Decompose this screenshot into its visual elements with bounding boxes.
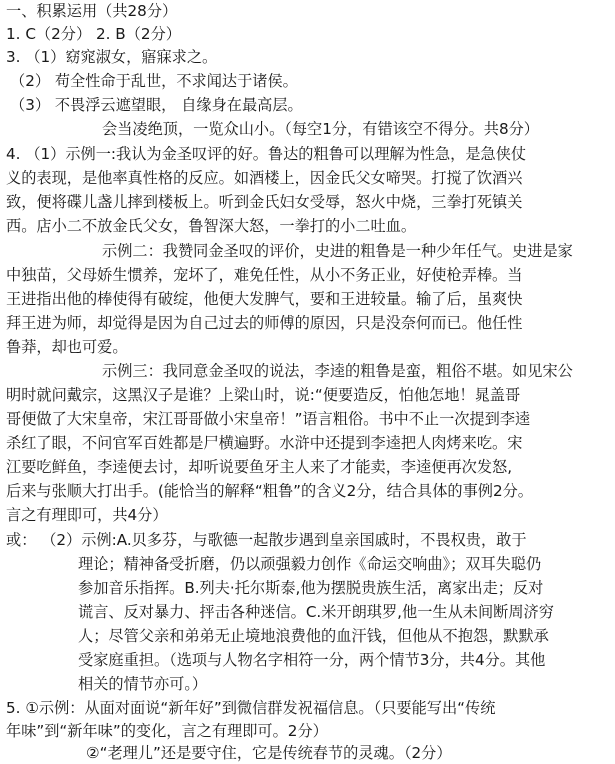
text-line-10: 西。店小二不放金氏父女，鲁智深大怒，一拳打的小二吐血。 — [6, 217, 417, 235]
text-line-31: 年味”到“新年味”的变化，言之有理即可。2分） — [6, 722, 328, 740]
text-line-9: 致，便将碟儿盏儿摔到楼板上。听到金氏妇女受辱，怒火中烧，三拳打死镇关 — [6, 193, 523, 211]
text-line-4: （2） 苟全性命于乱世，不求闻达于诸侯。 — [10, 72, 298, 90]
text-line-32: ②“老理儿”还是要守住，它是传统春节的灵魂。（2分） — [86, 744, 452, 762]
text-line-26: 谎言、反对暴力、抨击各种迷信。C.米开朗琪罗,他一生从未间断周济穷 — [78, 603, 554, 621]
text-line-21: 后来与张顺大打出手。(能恰当的解释“粗鲁”的含义2分，结合具体的事例2分。 — [6, 482, 533, 500]
text-line-30: 5. ①示例：从面对面说“新年好”到微信群发祝福信息。（只要能写出“传统 — [6, 699, 496, 717]
text-line-3: 3. （1）窈窕淑女，寤寐求之。 — [6, 48, 218, 66]
text-line-13: 王进指出他的棒使得有破绽，他便大发脾气，要和王进较量。输了后，虽爽快 — [6, 290, 523, 308]
text-line-12: 中独苗，父母娇生惯养，宠坏了，难免任性，从小不务正业，好使枪弄棒。当 — [6, 266, 523, 284]
text-line-16: 示例三：我同意金圣叹的说法，李逵的粗鲁是蛮，粗俗不堪。如见宋公 — [102, 362, 573, 380]
text-line-25: 参加音乐指挥。B.列夫·托尔斯泰,他为摆脱贵族生活，离家出走；反对 — [78, 579, 544, 597]
text-line-27: 人；尽管父亲和弟弟无止境地浪费他的血汗钱，但他从不抱怨，默默承 — [78, 627, 549, 645]
text-line-29: 相关的情节亦可。） — [78, 675, 208, 693]
text-line-14: 拜王进为师，却觉得是因为自己过去的师傅的原因，只是没奈何而已。他任性 — [6, 314, 523, 332]
text-line-18: 哥便做了大宋皇帝，宋江哥哥做小宋皇帝！”语言粗俗。书中不止一次提到李逵 — [6, 410, 531, 428]
text-line-15: 鲁莽，却也可爱。 — [6, 338, 128, 356]
text-line-28: 受家庭重担。（选项与人物名字相符一分，两个情节3分，共4分。其他 — [78, 651, 546, 669]
text-line-11: 示例二：我赞同金圣叹的评价，史进的粗鲁是一种少年任气。史进是家 — [102, 242, 573, 260]
text-line-20: 江要吃鲜鱼，李逵便去讨，却听说要鱼牙主人来了才能卖，李逵便再次发怒, — [6, 458, 513, 476]
text-line-24: 理论；精神备受折磨，仍以顽强毅力创作《命运交响曲》；双耳失聪仍 — [78, 555, 542, 573]
text-line-19: 杀红了眼，不问官军百姓都是尸横遍野。水浒中还提到李逵把人肉烤来吃。宋 — [6, 434, 523, 452]
text-line-7: 4. （1）示例一:我认为金圣叹评的好。鲁达的粗鲁可以理解为性急，是急侠仗 — [6, 145, 527, 163]
text-line-17: 明时就问戴宗，这黑汉子是谁？上梁山时，说:“便要造反，怕他怎地！晁盖哥 — [6, 386, 521, 404]
text-line-23: 或： （2）示例:A.贝多芬，与歌德一起散步遇到皇亲国戚时，不畏权贵，敢于 — [6, 531, 527, 549]
text-line-1: 一、积累运用（共28分） — [6, 2, 178, 20]
text-line-22: 言之有理即可，共4分） — [6, 506, 168, 524]
text-line-6: 会当凌绝顶，一览众山小。（每空1分，有错该空不得分。共8分） — [102, 120, 539, 138]
text-line-5: （3） 不畏浮云遮望眼， 自缘身在最高层。 — [10, 96, 303, 114]
text-line-2: 1. C（2分） 2. B（2分） — [6, 25, 181, 43]
text-line-8: 义的表现，是他率真性格的反应。如酒楼上，因金氏父女啼哭。打搅了饮酒兴 — [6, 169, 523, 187]
